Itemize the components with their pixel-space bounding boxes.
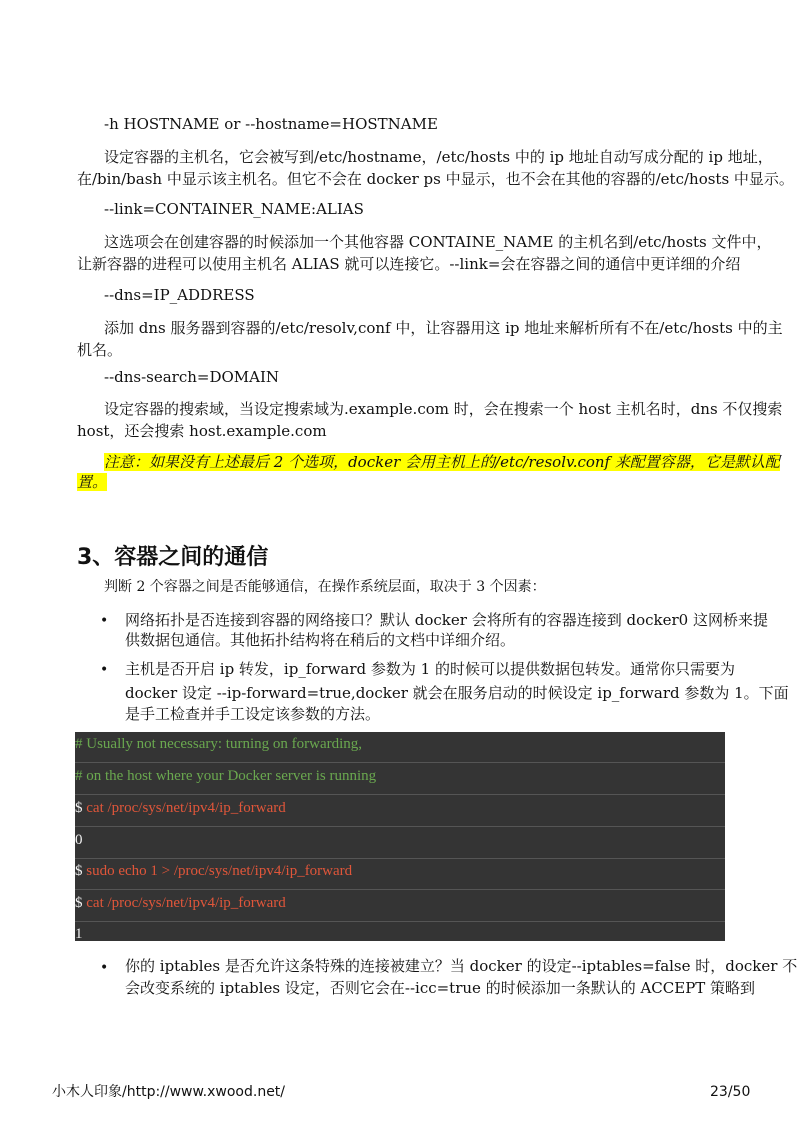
option-hostname-desc-line1: 设定容器的主机名，它会被写到/etc/hostname，/etc/hosts 中的 ip 地址自动写成分配的 ip 地址， — [104, 148, 773, 166]
footer-site: 小木人印象/http://www.xwood.net/ — [52, 1084, 286, 1100]
code-line: 1 — [75, 926, 83, 942]
option-dns-desc-line1: 添加 dns 服务器到容器的/etc/resolv,conf 中，让容器用这 ip 地址来解析所有不在/etc/hosts 中的主 — [104, 319, 783, 337]
bullet-2-line1: 主机是否开启 ip 转发，ip_forward 参数为 1 的时候可以提供数据包转发。通常你只需要为 — [125, 660, 735, 678]
bullet-3-line2: 会改变系统的 iptables 设定，否则它会在--icc=true 的时候添加一条默认的 ACCEPT 策略到 — [125, 979, 756, 997]
section-intro: 判断 2 个容器之间是否能够通信，在操作系统层面，取决于 3 个因素： — [104, 579, 546, 595]
code-line: $ cat /proc/sys/net/ipv4/ip_forward — [75, 796, 725, 827]
option-hostname-desc-line2: 在/bin/bash 中显示该主机名。但它不会在 docker ps 中显示，也不会在其他的容器的/etc/hosts 中显示。 — [77, 170, 794, 188]
bullet-3-line1: 你的 iptables 是否允许这条特殊的连接被建立？当 docker 的设定--iptables=false 时，docker 不 — [125, 957, 798, 975]
note-line1: 注意：如果没有上述最后 2 个选项，docker 会用主机上的/etc/resolv.conf 来配置容器，它是默认配 — [104, 453, 780, 471]
code-line: 0 — [75, 828, 725, 859]
option-dns-desc-line2: 机名。 — [77, 341, 123, 359]
code-line: $ cat /proc/sys/net/ipv4/ip_forward — [75, 891, 725, 922]
option-dns-search-desc-line2: host，还会搜索 host.example.com — [77, 422, 327, 440]
bullet-1-line2: 供数据包通信。其他拓扑结构将在稍后的文档中详细介绍。 — [125, 631, 516, 649]
option-dns-search-title: --dns-search=DOMAIN — [104, 368, 280, 386]
code-line: # Usually not necessary: turning on forwarding, — [75, 732, 725, 763]
option-dns-search-desc-line1: 设定容器的搜索域，当设定搜索域为.example.com 时，会在搜索一个 host 主机名时，dns 不仅搜索 — [104, 400, 783, 418]
footer-page-number: 23/50 — [710, 1084, 751, 1100]
code-line: $ sudo echo 1 > /proc/sys/net/ipv4/ip_forward — [75, 859, 725, 890]
option-link-desc-line1: 这选项会在创建容器的时候添加一个其他容器 CONTAINE_NAME 的主机名到/etc/hosts 文件中， — [104, 233, 772, 251]
option-link-desc-line2: 让新容器的进程可以使用主机名 ALIAS 就可以连接它。--link=会在容器之间的通信中更详细的介绍 — [77, 255, 741, 273]
bullet-1-line1: 网络拓扑是否连接到容器的网络接口？默认 docker 会将所有的容器连接到 docker0 这网桥来提 — [125, 611, 768, 629]
code-block — [75, 732, 725, 941]
note-line2: 置。 — [77, 473, 108, 491]
option-link-title: --link=CONTAINER_NAME:ALIAS — [104, 200, 364, 218]
bullet-marker: • — [100, 662, 109, 678]
code-line: # on the host where your Docker server is running — [75, 764, 725, 795]
bullet-marker: • — [100, 613, 109, 629]
bullet-marker: • — [100, 960, 109, 976]
bullet-2-line3: 是手工检查并手工设定该参数的方法。 — [125, 705, 381, 723]
bullet-2-line2: docker 设定 --ip-forward=true,docker 就会在服务启动的时候设定 ip_forward 参数为 1。下面 — [125, 684, 789, 702]
option-dns-title: --dns=IP_ADDRESS — [104, 286, 255, 304]
option-hostname-title: -h HOSTNAME or --hostname=HOSTNAME — [104, 115, 438, 133]
section-heading: 3、容器之间的通信 — [77, 545, 269, 570]
